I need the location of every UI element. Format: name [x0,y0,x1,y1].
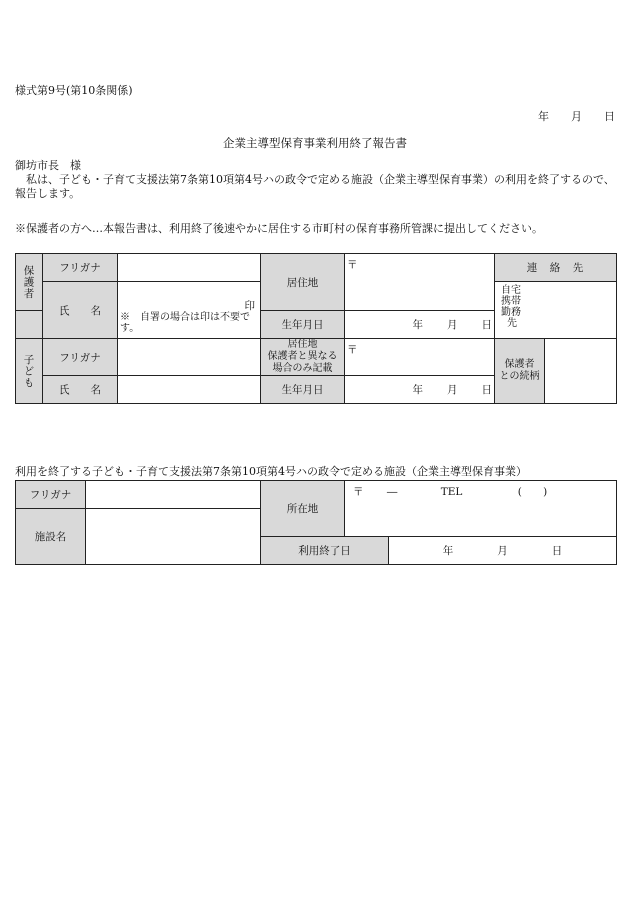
child-address-label: 居住地 保護者と異なる 場合のみ記載 [261,339,345,376]
date-month-label: 月 [571,110,582,123]
child-birthdate-label: 生年月日 [261,376,345,404]
facility-table-caption: 利用を終了する子ども・子育て支援法第7条第10項第4号ハの政令で定める施設（企業主導型保育事業） [15,465,527,478]
body-text: 私は、子ども・子育て支援法第7条第10項第4号ハの政令で定める施設（企業主導型保育事業）の利用を終了するので、報告します。 [15,173,615,200]
facility-tel-label: TEL [440,486,463,498]
seal-mark: 印 [244,300,255,312]
child-birth-day: 日 [481,384,492,396]
guardian-birthdate-field[interactable] [345,311,495,339]
contact-header: 連 絡 先 [495,254,617,282]
child-name-label: 氏 名 [43,376,118,404]
end-date-day: 日 [551,545,563,557]
guardian-birth-day: 日 [481,319,492,331]
report-date [500,108,615,124]
guardian-address-field[interactable] [345,254,495,311]
child-furigana-field[interactable] [118,339,261,376]
guardian-birth-year: 年 [412,319,423,331]
contact-work-label: 勤務 [501,307,521,318]
guardian-contact-field[interactable] [495,282,617,339]
contact-type-list [497,285,614,329]
guardian-address-label: 居住地 [261,254,345,311]
facility-tel-open-paren: ( [517,486,522,498]
seal-note: ※ 自署の場合は印は不要です。 [120,312,250,334]
guardian-notice: ※保護者の方へ…本報告書は、利用終了後速やかに居住する市町村の保育事務所管課に提出してください。 [15,222,543,235]
end-date-field[interactable] [389,537,617,565]
guardian-birth-month: 月 [447,319,458,331]
facility-name-field[interactable] [86,509,261,565]
facility-furigana-label: フリガナ [16,481,86,509]
contact-home-label: 自宅 [501,285,521,296]
child-birth-month: 月 [447,384,458,396]
facility-table [15,480,617,565]
guardian-section-label: 保護者 [16,254,43,311]
child-address-field[interactable] [345,339,495,376]
guardian-name-label: 氏 名 [43,282,118,339]
guardian-birthdate-label: 生年月日 [261,311,345,339]
guardian-furigana-label: フリガナ [43,254,118,282]
relationship-field[interactable] [545,339,617,404]
facility-furigana-field[interactable] [86,481,261,509]
end-date-year: 年 [442,545,454,557]
addressee: 御坊市長 様 [15,159,81,172]
date-day-label: 日 [604,110,615,123]
end-date-label: 利用終了日 [261,537,389,565]
document-title: 企業主導型保育事業利用終了報告書 [223,136,407,150]
date-year-label: 年 [538,110,549,123]
child-name-field[interactable] [118,376,261,404]
child-birthdate-field[interactable] [345,376,495,404]
guardian-postal-mark: 〒 [347,259,358,271]
relationship-label: 保護者 との続柄 [495,339,545,404]
facility-name-label: 施設名 [16,509,86,565]
contact-mobile-label: 携帯 [501,296,521,307]
facility-location-label: 所在地 [261,481,345,537]
facility-postal-dash: ― [386,486,398,498]
child-furigana-label: フリガナ [43,339,118,376]
form-number: 様式第9号(第10条関係) [15,84,133,97]
child-postal-mark: 〒 [347,344,358,356]
end-date-month: 月 [497,545,508,557]
contact-work-suffix: 先 [507,318,517,329]
guardian-child-table [15,253,617,404]
facility-tel-close-paren: ) [543,486,548,498]
child-section-label: 子ども [16,339,43,404]
facility-postal-mark: 〒 [353,486,364,498]
guardian-furigana-field[interactable] [118,254,261,282]
facility-location-field[interactable] [345,481,617,537]
guardian-name-field[interactable] [118,282,261,339]
child-birth-year: 年 [412,384,423,396]
